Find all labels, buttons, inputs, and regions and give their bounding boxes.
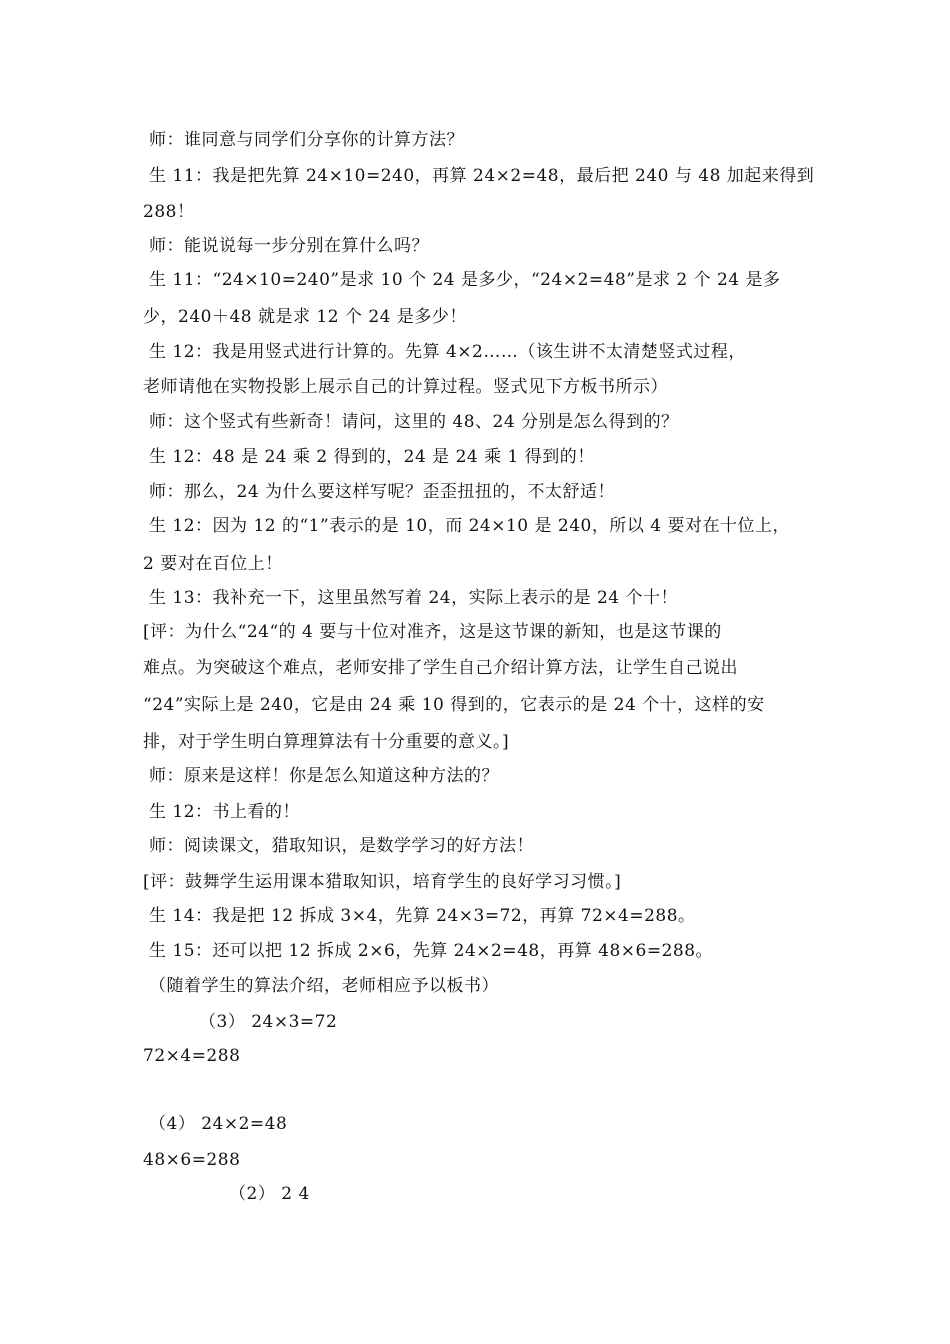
text-line: 师：这个竖式有些新奇！请问，这里的 48、24 分别是怎么得到的？: [149, 412, 679, 432]
text-line: 2 要对在百位上！: [143, 554, 283, 574]
text-line: 生 14：我是把 12 拆成 3×4，先算 24×3=72，再算 72×4=288。: [149, 906, 696, 926]
text-line: 师：阅读课文，猎取知识，是数学学习的好方法！: [149, 836, 534, 856]
text-line: （4） 24×2=48: [149, 1114, 288, 1134]
text-line: （3） 24×3=72: [199, 1012, 338, 1032]
text-line: 生 15：还可以把 12 拆成 2×6，先算 24×2=48，再算 48×6=288。: [149, 941, 714, 961]
text-line: 生 11：我是把先算 24×10=240，再算 24×2=48，最后把 240 与 48 加起来得到: [149, 166, 815, 186]
text-line: 48×6=288: [143, 1150, 241, 1170]
text-line: 生 11：“24×10=240”是求 10 个 24 是多少，“24×2=48”是求 2 个 24 是多: [149, 270, 781, 290]
text-line: （2） 2 4: [229, 1184, 310, 1204]
text-line: 师：原来是这样！你是怎么知道这种方法的？: [149, 766, 499, 786]
text-line: 生 12：我是用竖式进行计算的。先算 4×2……（该生讲不太清楚竖式过程，: [149, 342, 746, 362]
text-line: 生 12：因为 12 的“1”表示的是 10，而 24×10 是 240，所以 4 要对在十位上，: [149, 516, 790, 536]
text-line: 生 13：我补充一下，这里虽然写着 24，实际上表示的是 24 个十！: [149, 588, 679, 608]
text-line: 少，240＋48 就是求 12 个 24 是多少！: [143, 307, 467, 327]
text-line: 生 12：书上看的！: [149, 802, 301, 822]
text-line: 生 12：48 是 24 乘 2 得到的，24 是 24 乘 1 得到的！: [149, 447, 595, 467]
text-line: “24”实际上是 240，它是由 24 乘 10 得到的，它表示的是 24 个十，这样的安: [143, 695, 765, 715]
text-line: [评：鼓舞学生运用课本猎取知识，培育学生的良好学习习惯。]: [143, 872, 622, 892]
text-line: 72×4=288: [143, 1046, 241, 1066]
text-line: 老师请他在实物投影上展示自己的计算过程。竖式见下方板书所示）: [143, 377, 668, 397]
text-line: 师：能说说每一步分别在算什么吗？: [149, 236, 429, 256]
text-line: 师：谁同意与同学们分享你的计算方法？: [149, 130, 464, 150]
text-line: 排，对于学生明白算理算法有十分重要的意义。]: [143, 732, 510, 752]
text-line: 288！: [143, 202, 195, 222]
text-line: 师：那么，24 为什么要这样写呢？歪歪扭扭的，不太舒适！: [149, 482, 616, 502]
text-line: 难点。为突破这个难点，老师安排了学生自己介绍计算方法，让学生自己说出: [143, 658, 738, 678]
text-line: [评：为什么“24“的 4 要与十位对准齐，这是这节课的新知，也是这节课的: [143, 622, 722, 642]
text-line: （随着学生的算法介绍，老师相应予以板书）: [149, 976, 499, 996]
